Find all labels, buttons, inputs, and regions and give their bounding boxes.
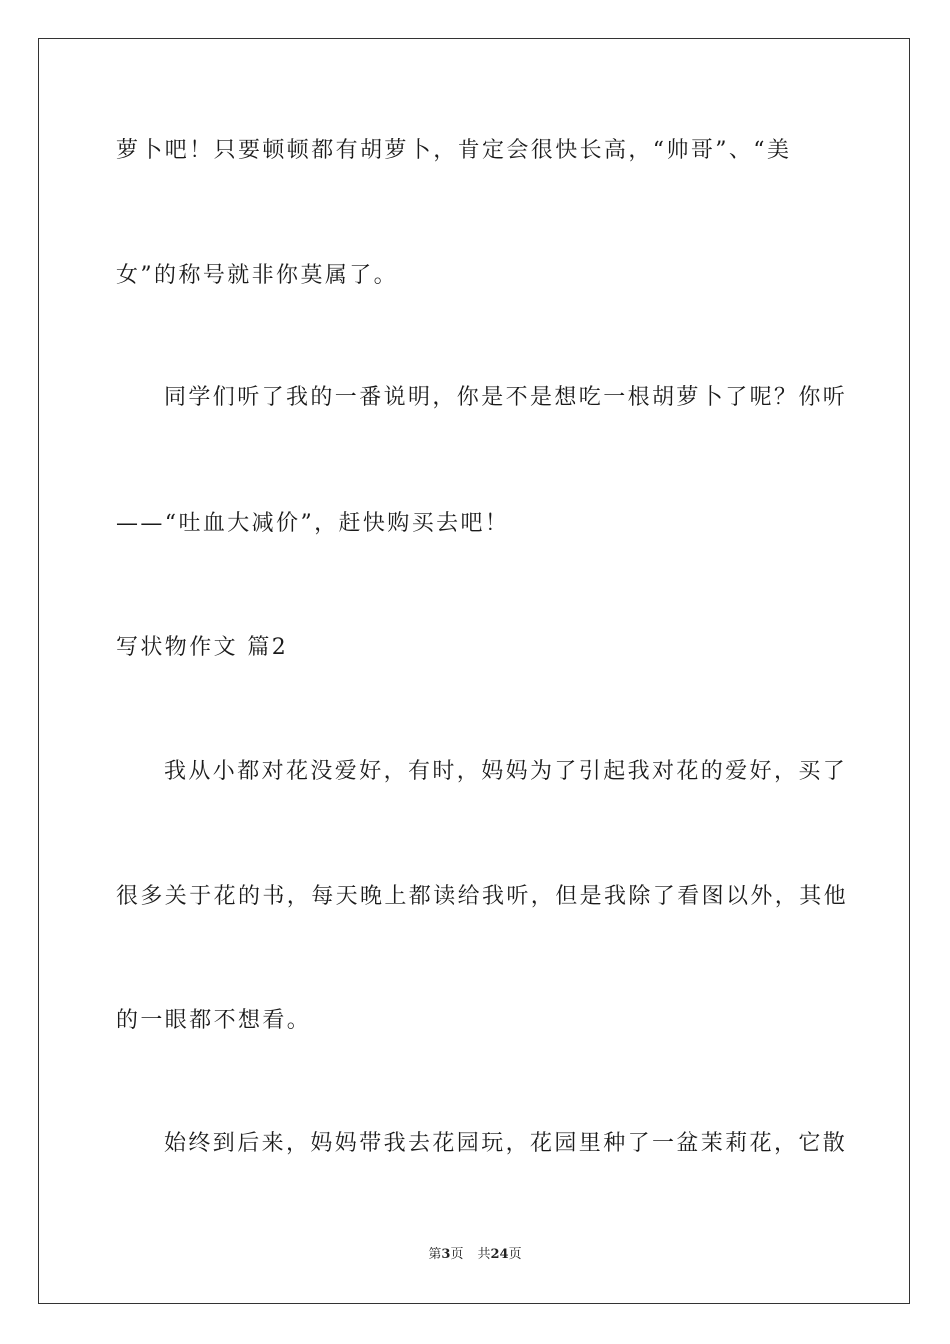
footer-page-unit: 页 xyxy=(450,1247,464,1262)
body-line-5: 我从小都对花没爱好，有时，妈妈为了引起我对花的爱好，买了 xyxy=(164,759,848,784)
body-line-2: 女”的称号就非你莫属了。 xyxy=(116,263,399,288)
footer-page-total: 24 xyxy=(490,1247,509,1262)
body-line-3: 同学们听了我的一番说明，你是不是想吃一根胡萝卜了呢？你听 xyxy=(164,385,848,410)
body-line-6: 很多关于花的书，每天晚上都读给我听，但是我除了看图以外，其他 xyxy=(116,884,849,909)
page-footer xyxy=(0,1246,950,1264)
page-border xyxy=(38,38,910,1304)
footer-total-prefix: 共 xyxy=(477,1247,491,1262)
body-line-8: 始终到后来，妈妈带我去花园玩，花园里种了一盆茉莉花，它散 xyxy=(164,1131,848,1156)
section-heading: 写状物作文 篇2 xyxy=(116,635,289,660)
footer-page-current: 3 xyxy=(441,1247,451,1262)
body-line-4: ——“吐血大减价”，赶快购买去吧！ xyxy=(116,511,510,536)
footer-total-unit: 页 xyxy=(508,1247,522,1262)
body-line-1: 萝卜吧！只要顿顿都有胡萝卜，肯定会很快长高，“帅哥”、“美 xyxy=(116,138,792,163)
body-line-7: 的一眼都不想看。 xyxy=(116,1008,312,1033)
footer-page-prefix: 第 xyxy=(428,1247,442,1262)
